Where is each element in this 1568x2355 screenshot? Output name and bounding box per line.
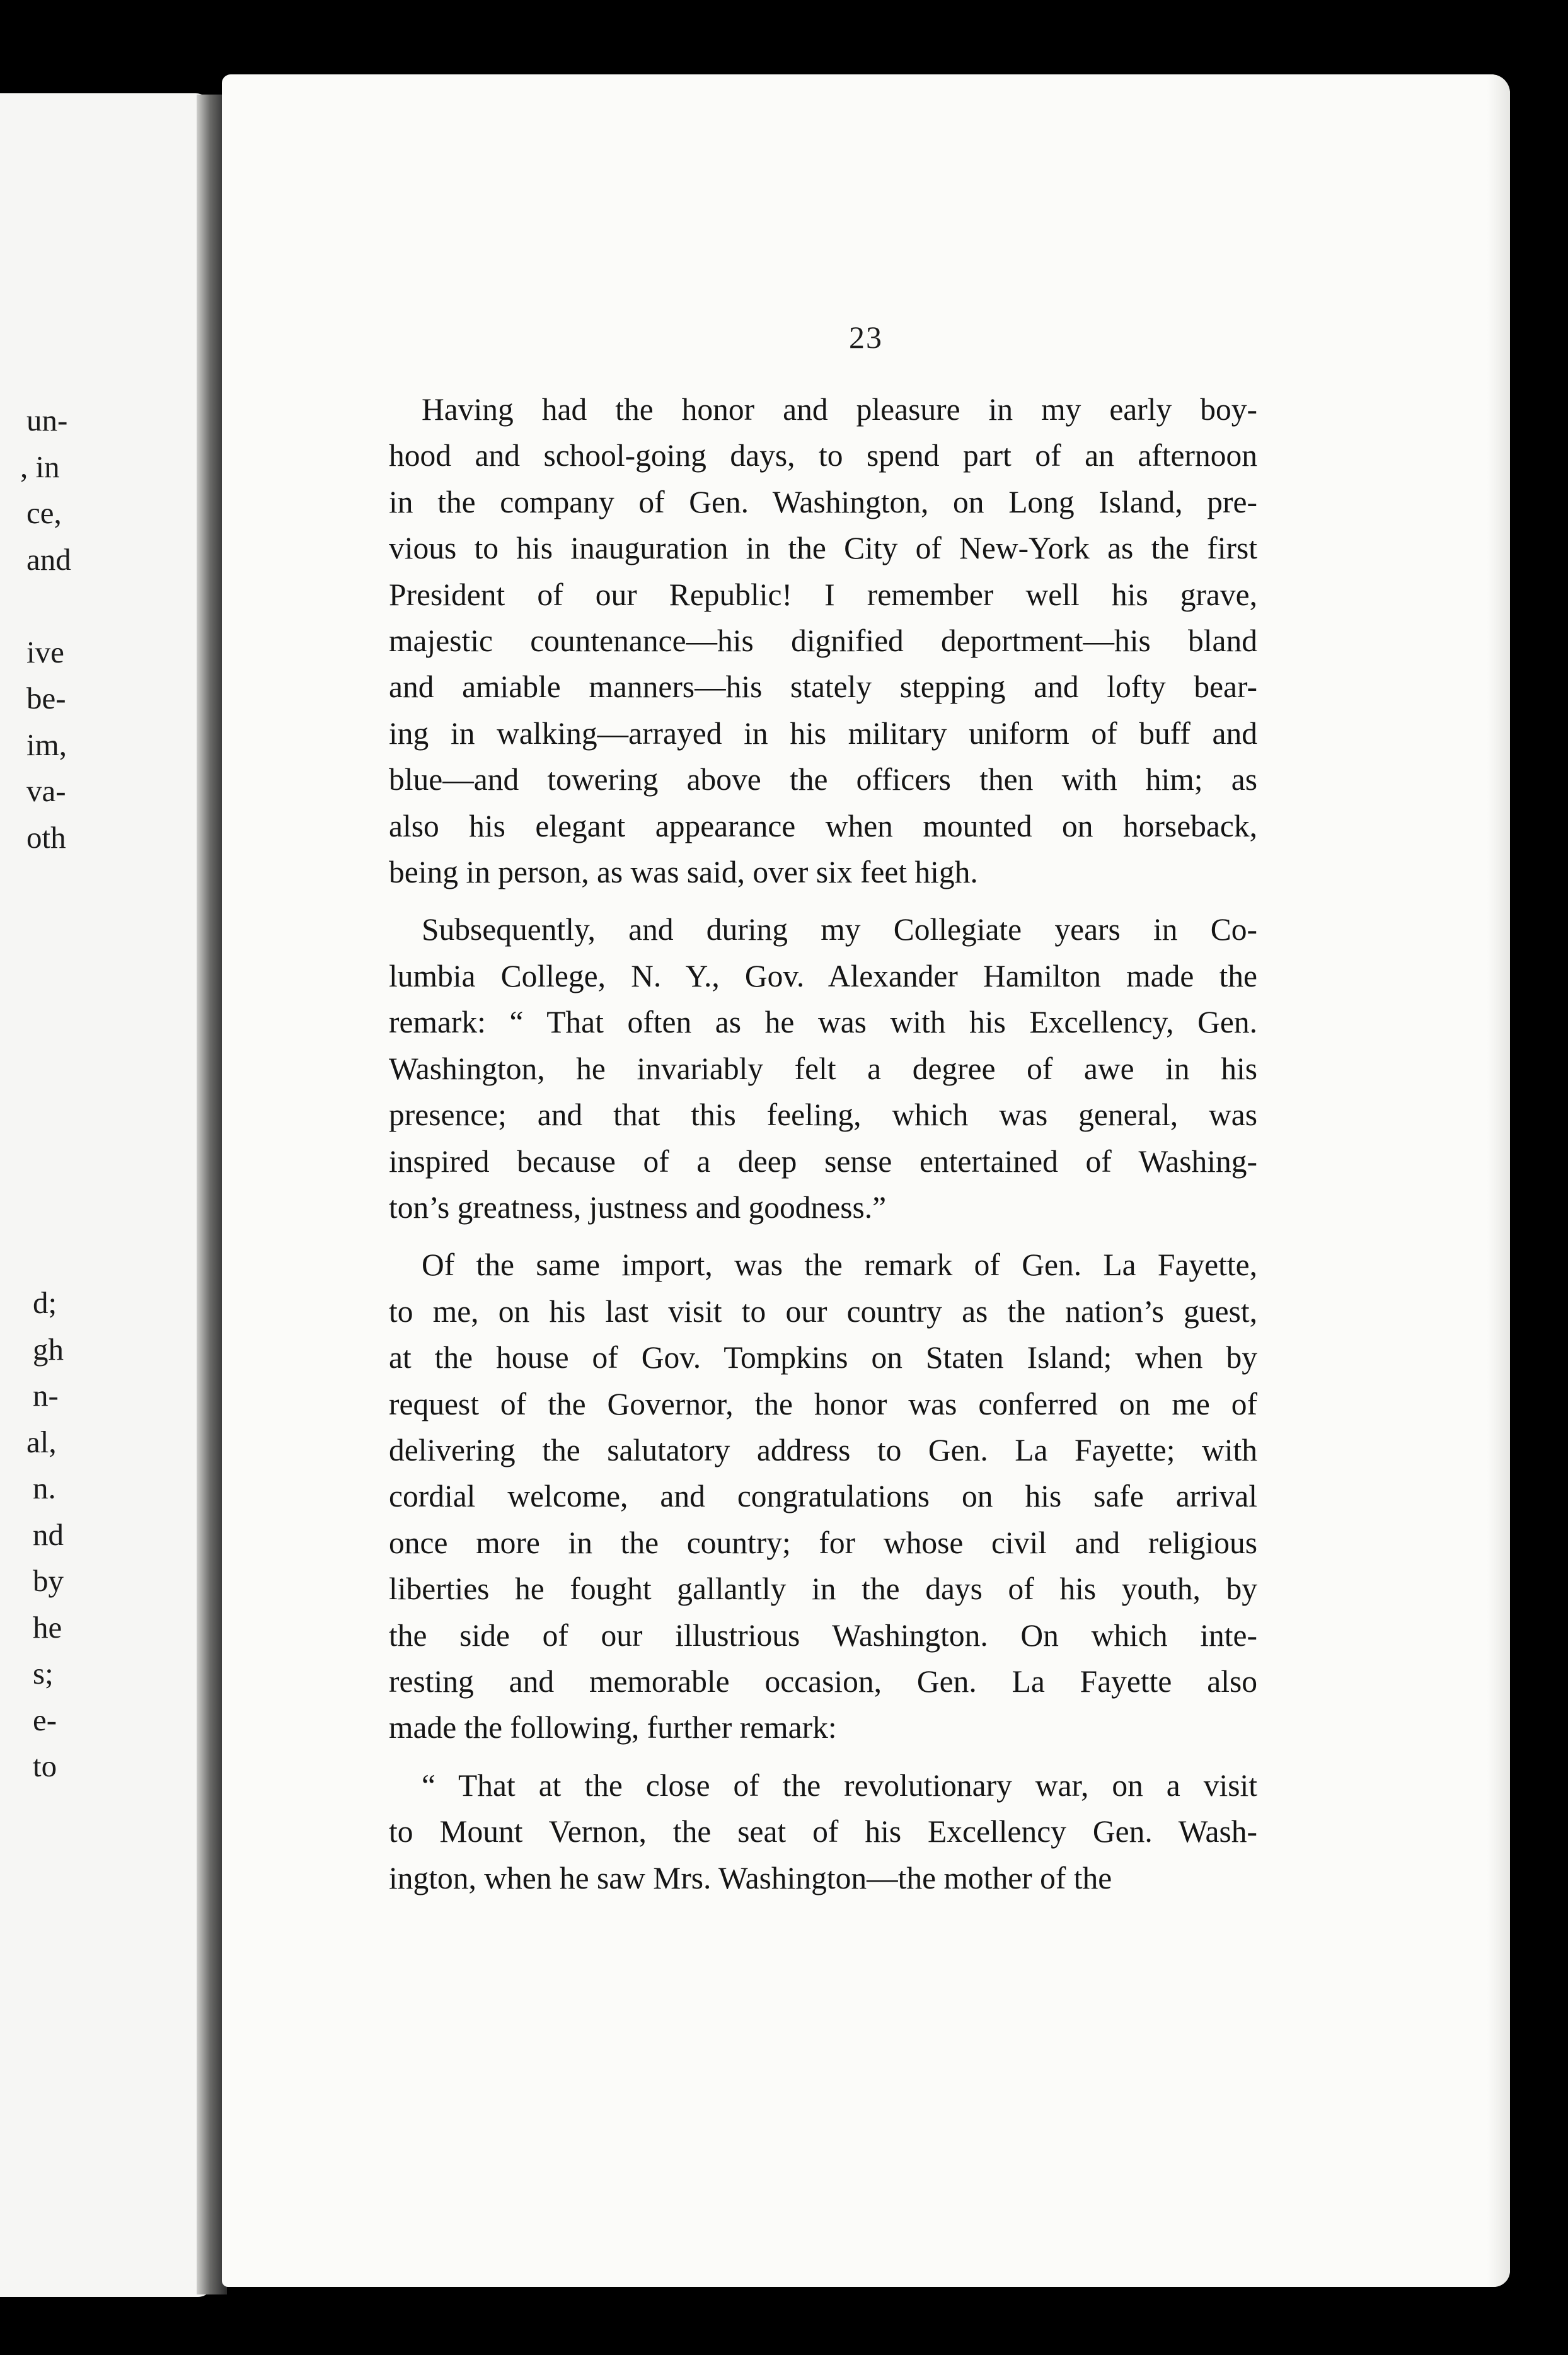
text-line: request of the Governor, the honor was conferred on me of: [389, 1386, 1257, 1421]
paragraph: [389, 906, 1257, 1230]
text-line: to Mount Vernon, the seat of his Excellency Gen. Wash-: [389, 1814, 1257, 1849]
page-body-text: [389, 386, 1257, 1912]
text-line: at the house of Gov. Tompkins on Staten Island; when by: [389, 1340, 1257, 1375]
paragraph: [389, 1762, 1257, 1901]
text-line: delivering the salutatory address to Gen. La Fayette; with: [389, 1432, 1257, 1467]
text-line: ton’s greatness, justness and goodness.”: [389, 1189, 887, 1225]
left-page-fragment: un-: [26, 403, 68, 437]
left-page-fragment: by: [33, 1563, 64, 1598]
text-line: being in person, as was said, over six feet high.: [389, 855, 978, 890]
text-line: resting and memorable occasion, Gen. La Fayette also: [389, 1664, 1257, 1699]
left-page-text-fragments: [0, 93, 213, 2297]
text-line: ington, when he saw Mrs. Washington—the mother of the: [389, 1860, 1112, 1895]
left-page-fragment: oth: [26, 819, 66, 855]
paragraph: [389, 1242, 1257, 1750]
text-line: to me, on his last visit to our country as the nation’s guest,: [389, 1293, 1257, 1329]
text-line: lumbia College, N. Y., Gov. Alexander Hamilton made the: [389, 958, 1257, 993]
text-line: ing in walking—arrayed in his military uniform of buff and: [389, 715, 1257, 751]
text-line: President of our Republic! I remember well his grave,: [389, 577, 1257, 612]
text-line: and amiable manners—his stately stepping and lofty bear-: [389, 669, 1257, 705]
text-line: blue—and towering above the officers then with him; as: [389, 762, 1257, 797]
left-page-fragment: va-: [26, 773, 66, 808]
text-line: also his elegant appearance when mounted on horseback,: [389, 808, 1257, 843]
left-page-edge: [0, 93, 213, 2297]
text-line: remark: “ That often as he was with his Excellency, Gen.: [389, 1005, 1257, 1040]
text-line: liberties he fought gallantly in the days of his youth, by: [389, 1571, 1257, 1607]
left-page-fragment: n.: [33, 1471, 56, 1505]
left-page-fragment: d;: [33, 1285, 57, 1320]
left-page-fragment: and: [26, 541, 71, 577]
right-page: [222, 74, 1510, 2287]
text-line: vious to his inauguration in the City of New-York as the first: [389, 531, 1257, 566]
text-line: inspired because of a deep sense entertained of Washing-: [389, 1143, 1257, 1179]
text-line: made the following, further remark:: [389, 1710, 837, 1745]
text-line: “ That at the close of the revolutionary war, on a visit: [422, 1768, 1257, 1803]
left-page-fragment: nd: [33, 1517, 64, 1552]
text-line: Washington, he invariably felt a degree of awe in his: [389, 1051, 1257, 1086]
text-line: Subsequently, and during my Collegiate years in Co-: [422, 912, 1257, 947]
text-line: majestic countenance—his dignified deportment—his bland: [389, 623, 1257, 659]
text-line: Of the same import, was the remark of Gen. La Fayette,: [422, 1247, 1257, 1283]
left-page-fragment: , in: [20, 449, 60, 484]
page-edge-shading: [1487, 74, 1510, 2287]
page-number: 23: [849, 320, 883, 355]
left-page-fragment: im,: [26, 727, 67, 762]
left-page-fragment: e-: [33, 1702, 57, 1737]
text-line: presence; and that this feeling, which was general, was: [389, 1097, 1257, 1133]
left-page-fragment: ive: [26, 634, 64, 669]
paragraph: [389, 386, 1257, 895]
left-page-fragment: al,: [26, 1424, 57, 1459]
left-page-fragment: s;: [33, 1656, 54, 1691]
left-page-fragment: gh: [33, 1331, 64, 1367]
text-line: Having had the honor and pleasure in my early boy-: [422, 392, 1257, 427]
text-line: the side of our illustrious Washington. On which inte-: [389, 1617, 1257, 1653]
text-line: in the company of Gen. Washington, on Long Island, pre-: [389, 484, 1257, 519]
text-line: hood and school-going days, to spend part of an afternoon: [389, 438, 1257, 473]
left-page-fragment: ce,: [26, 495, 62, 530]
left-page-fragment: to: [33, 1749, 57, 1783]
left-page-fragment: be-: [26, 681, 66, 715]
left-page-fragment: he: [33, 1609, 62, 1645]
text-line: once more in the country; for whose civil and religious: [389, 1525, 1257, 1560]
text-line: cordial welcome, and congratulations on his safe arrival: [389, 1479, 1257, 1514]
left-page-fragment: n-: [33, 1378, 59, 1413]
